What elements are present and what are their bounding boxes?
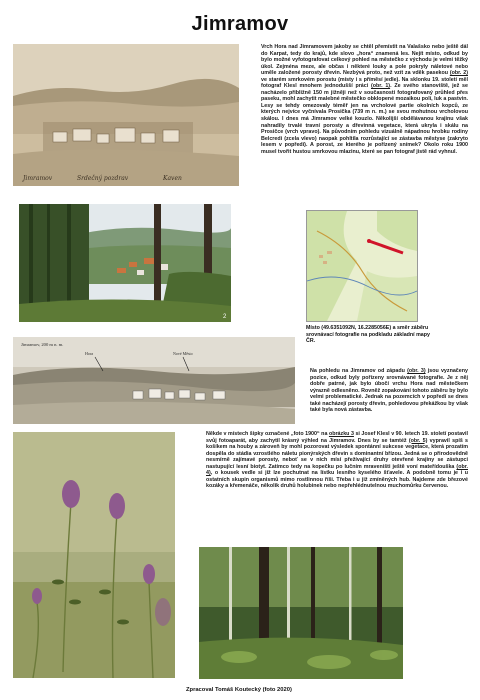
birch-forest-photo bbox=[199, 547, 403, 679]
paragraph-west-view: Na pohledu na Jimramov od západu (obr. 3) jsou vyznačeny pozice, odkud byly pořízeny srovnávané fotografie. Je z něj dobře patrné, jak bylo úbočí vrchu Hora nad městečkem výrazně odlesněno. Rovněž zopakování tohoto záběru by bylo velmi problematické. Jednak na pozemcích v popředí se dnes také nacházejí porosty dřevin, pohledovou překážkou by však také byla nová zástavba. bbox=[310, 368, 468, 414]
current-view-photo bbox=[19, 204, 231, 322]
map-caption: Místo (49.6351092N, 16.2285056E) a směr záběru srovnávací fotografie na podkladu základní mapy ČR. bbox=[306, 325, 430, 344]
page-title: Jimramov bbox=[191, 13, 289, 35]
postcard-inscription: Jimramov bbox=[23, 175, 53, 182]
panorama-photo bbox=[13, 337, 295, 424]
figure-ref: (obr. 1) bbox=[370, 83, 391, 90]
panorama-header: Jimramov, 200 m n. m. bbox=[21, 342, 64, 347]
figure-ref: obrázku 3 bbox=[328, 431, 354, 437]
paragraph-intro: Vrch Hora nad Jimramovem jakoby se chtěl přemístit na Valašsko nebo ještě dál do Karpat, tedy do krajů, kde slovo „hora“ znamená les. Nejít místo, odkud by bylo možné vyfotografovat celkový pohled na městečko z východu je velmi těžký úkol. Zejména meze, ale občas i některé louky a pole pokryly náletové nebo uměle založené porosty dřevin. Nezbývá proto, než vzít za vděk pasekou (obr. 2) ve starém smrkovém porostu (místy i s příměsí jedle). Na sklonku 19. století měl fotograf Klesl mnohem jednodušší práci (obr. 1). Ze svého stanoviště, jež se nacházelo přibližně 150 m jižněji než v současnosti fotografovaný průhled přes paseku, mohl zachytit malebné městečko obklopené mozaikou polí, luk a pastvin. Lesy se tehdy omezovaly téměř jen na vrcholové partie okolních kopců, ze kterých nejvíce vyčnívala Prosička (739 m n. m.) se svou mohutnou vrcholovou skálou. I dnes má Jimramov velké kouzlo. Několijší obdělávanou krajinu však nahradily trvalé travní porosty a dřevinná vegetace, která ukryla i skálu na Prosičce (vrch vpravo). Na původním pohledu vizuálně nápadnou hrobku rodiny Belcredi (zcela vlevo) naopak pohltila rozrůstající se zástavba městyse (zakryto lesem v popředí). A porost, ze kterého je pořízený snímek? Okolo roku 1900 musel tvořit hustou smrkovou mlazinu, které se pan fotograf jistě rád vyhnul. bbox=[261, 44, 469, 155]
historic-postcard-photo bbox=[13, 44, 239, 186]
photo-number: 2 bbox=[223, 314, 227, 320]
figure-ref: (obr. 4) bbox=[206, 463, 468, 477]
location-map bbox=[306, 210, 418, 322]
postcard-inscription: Srdečný pozdrav bbox=[77, 175, 129, 182]
panorama-label: Nové Město bbox=[173, 351, 193, 356]
thyme-flower-photo bbox=[13, 432, 175, 678]
figure-ref: (obr. 3) bbox=[407, 368, 426, 374]
postcard-inscription: Kaven bbox=[163, 175, 182, 182]
panorama-label: Hora bbox=[85, 351, 93, 356]
figure-ref: (obr. 2) bbox=[449, 70, 468, 77]
paragraph-succession: Někde v místech šipky označené „foto 1900“ na obrázku 3 si Josef Klesl v 90. letech 19. století postavil svůj fotoaparát, aby zachytil krásný výhled na Jimramov. Dnes by se tamtéž (obr. 5) vypravil spíš s košíkem na houby a zároveň by mohl pozorovat výsledek spontánní sukcese vegetace, která prozatím dospěla do stádia vzrostlého náletu pionýrských dřevin s dominantní břízou. Jedná se o přirodovědně nesmírně zajímavé porosty, neboť se v nich mísí přežívající druhy otevřené krajiny se zástupci nastupující lesní biotyt. Zatímco tedy na kopečku po lučním mraveništi ještě voní mateřídouška (obr. 4), o kousek vedle si již lze pochutnat na lístku lesního kyselého šťavele. A podobně tomu je i u ostatních skupin organismů mimo rostlinnou říši. Třeba i u již zmíněných hub. Najdeme zde březové kozáky a křemenáče, několik druhů holubinek nebo nepřehlédnutelnou muchomůrku červenou. bbox=[206, 431, 468, 490]
figure-ref: (obr. 5) bbox=[408, 437, 428, 444]
footer-credit: Zpracoval Tomáš Koutecký (foto 2020) bbox=[186, 687, 292, 693]
